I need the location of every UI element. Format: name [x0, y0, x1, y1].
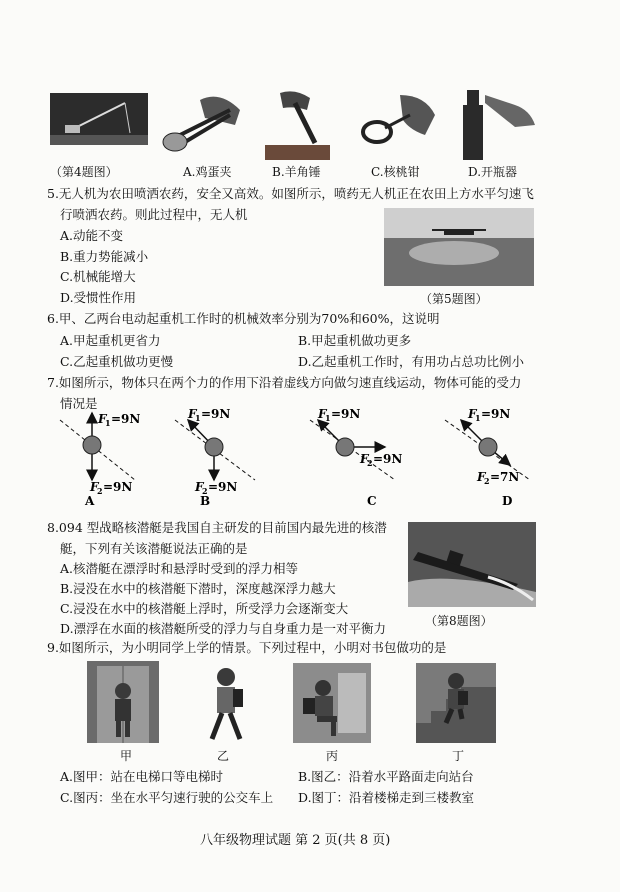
q8-stem-line1: 8.094 型战略核潜艇是我国自主研发的目前国内最先进的核潜 — [47, 520, 387, 535]
q7-d-f2-value: =7N — [490, 470, 520, 484]
q7-a-f1-symbol: F — [98, 412, 107, 426]
bottle-opener-photo — [455, 85, 540, 160]
q7-d-f1-value: =9N — [481, 407, 511, 421]
q6-option-c: C.乙起重机做功更慢 — [60, 354, 174, 369]
q4-option-a: A.鸡蛋夹 — [183, 165, 232, 179]
q6-option-a: A.甲起重机更省力 — [60, 333, 161, 348]
drone-field-photo — [384, 208, 534, 286]
q4-option-c: C.核桃钳 — [371, 165, 420, 179]
q7-c-f1-value: =9N — [331, 407, 361, 421]
q7-c-f2-value: =9N — [373, 452, 403, 466]
q7-b-f1-symbol: F — [188, 407, 197, 421]
q7-d-f2-symbol: F — [477, 470, 486, 484]
q4-figure-photo — [50, 93, 148, 145]
q7-a-f2-symbol: F — [90, 480, 99, 494]
egg-clip-photo — [160, 90, 245, 160]
q5-stem-line2: 行喷洒农药。则此过程中，无人机 — [60, 207, 248, 222]
q7-diagram-b — [175, 407, 255, 508]
q9-option-d: D.图丁：沿着楼梯走到三楼教室 — [298, 790, 475, 805]
q8-caption: （第8题图） — [425, 614, 493, 628]
q9-label-jia: 甲 — [120, 749, 133, 763]
page-footer: 八年级物理试题 第 2 页(共 8 页) — [200, 833, 391, 848]
q7-b-label: B — [200, 494, 211, 508]
q7-diagram-d — [445, 407, 530, 508]
q9-image-jia-elevator — [87, 661, 159, 743]
q6-option-d: D.乙起重机工作时，有用功占总功比例小 — [298, 354, 525, 369]
q9-option-a: A.图甲：站在电梯口等电梯时 — [60, 769, 224, 784]
q5-option-d: D.受惯性作用 — [60, 290, 137, 305]
q7-b-f2-value: =9N — [208, 480, 238, 494]
q9-stem: 9.如图所示，为小明同学上学的情景。下列过程中，小明对书包做功的是 — [47, 640, 447, 655]
q4-caption: （第4题图） — [50, 165, 118, 179]
q7-b-f2-sub: 2 — [202, 486, 208, 496]
q5-caption: （第5题图） — [420, 292, 488, 306]
q8-option-d: D.漂浮在水面的核潜艇所受的浮力与自身重力是一对平衡力 — [60, 621, 387, 636]
q9-image-ding-stairs — [416, 663, 496, 743]
q4-option-d: D.开瓶器 — [468, 165, 518, 179]
q9-label-yi: 乙 — [217, 749, 230, 763]
q7-c-f2-sub: 2 — [367, 458, 373, 468]
q9-option-b: B.图乙：沿着水平路面走向站台 — [298, 769, 474, 784]
q7-c-f1-symbol: F — [318, 407, 327, 421]
q7-d-f2-sub: 2 — [484, 476, 490, 486]
q7-c-f2-symbol: F — [360, 452, 369, 466]
q4-option-b: B.羊角锤 — [272, 165, 321, 179]
q7-b-f1-sub: 1 — [195, 413, 201, 423]
q7-a-f2-value: =9N — [103, 480, 133, 494]
q7-b-f1-value: =9N — [201, 407, 231, 421]
q5-option-c: C.机械能增大 — [60, 269, 136, 284]
q5-option-b: B.重力势能减小 — [60, 249, 149, 264]
q9-option-c: C.图丙：坐在水平匀速行驶的公交车上 — [60, 790, 274, 805]
q9-label-bing: 丙 — [326, 749, 339, 763]
q5-option-a: A.动能不变 — [60, 228, 124, 243]
q8-option-b: B.浸没在水中的核潜艇下潜时，深度越深浮力越大 — [60, 581, 336, 596]
claw-hammer-photo — [265, 88, 330, 160]
submarine-photo — [408, 522, 536, 607]
q7-d-label: D — [502, 494, 513, 508]
crane-lever-icon — [50, 93, 148, 145]
q7-d-f1-sub: 1 — [475, 413, 481, 423]
q9-image-bing-bus — [293, 663, 371, 743]
q7-b-f2-symbol: F — [195, 480, 204, 494]
q8-stem-line2: 艇，下列有关该潜艇说法正确的是 — [60, 541, 248, 556]
q6-stem: 6.甲、乙两台电动起重机工作时的机械效率分别为70%和60%，这说明 — [47, 311, 440, 326]
q7-a-f1-sub: 1 — [105, 418, 111, 428]
q6-option-b: B.甲起重机做功更多 — [298, 333, 412, 348]
q7-c-label: C — [367, 494, 377, 508]
q7-diagram-c — [310, 407, 402, 508]
q7-d-f1-symbol: F — [468, 407, 477, 421]
q5-stem-line1: 5.无人机为农田喷洒农药，安全又高效。如图所示，喷药无人机正在农田上方水平匀速飞 — [47, 186, 534, 201]
q7-stem-line1: 7.如图所示，物体只在两个力的作用下沿着虚线方向做匀速直线运动，物体可能的受力 — [47, 375, 522, 390]
q8-option-c: C.浸没在水中的核潜艇上浮时，所受浮力会逐渐变大 — [60, 601, 349, 616]
q7-a-f2-sub: 2 — [97, 486, 103, 496]
q7-a-f1-value: =9N — [111, 412, 141, 426]
q9-image-yi-walking — [200, 663, 252, 745]
q7-force-diagrams — [40, 405, 580, 510]
q7-diagram-a — [60, 412, 140, 508]
q9-label-ding: 丁 — [452, 749, 465, 763]
q7-c-f1-sub: 1 — [325, 413, 331, 423]
q7-a-label: A — [85, 494, 95, 508]
q7-stem-line2: 情况是 — [60, 396, 98, 411]
q8-option-a: A.核潜艇在漂浮时和悬浮时受到的浮力相等 — [60, 561, 299, 576]
walnut-cracker-photo — [355, 90, 440, 160]
